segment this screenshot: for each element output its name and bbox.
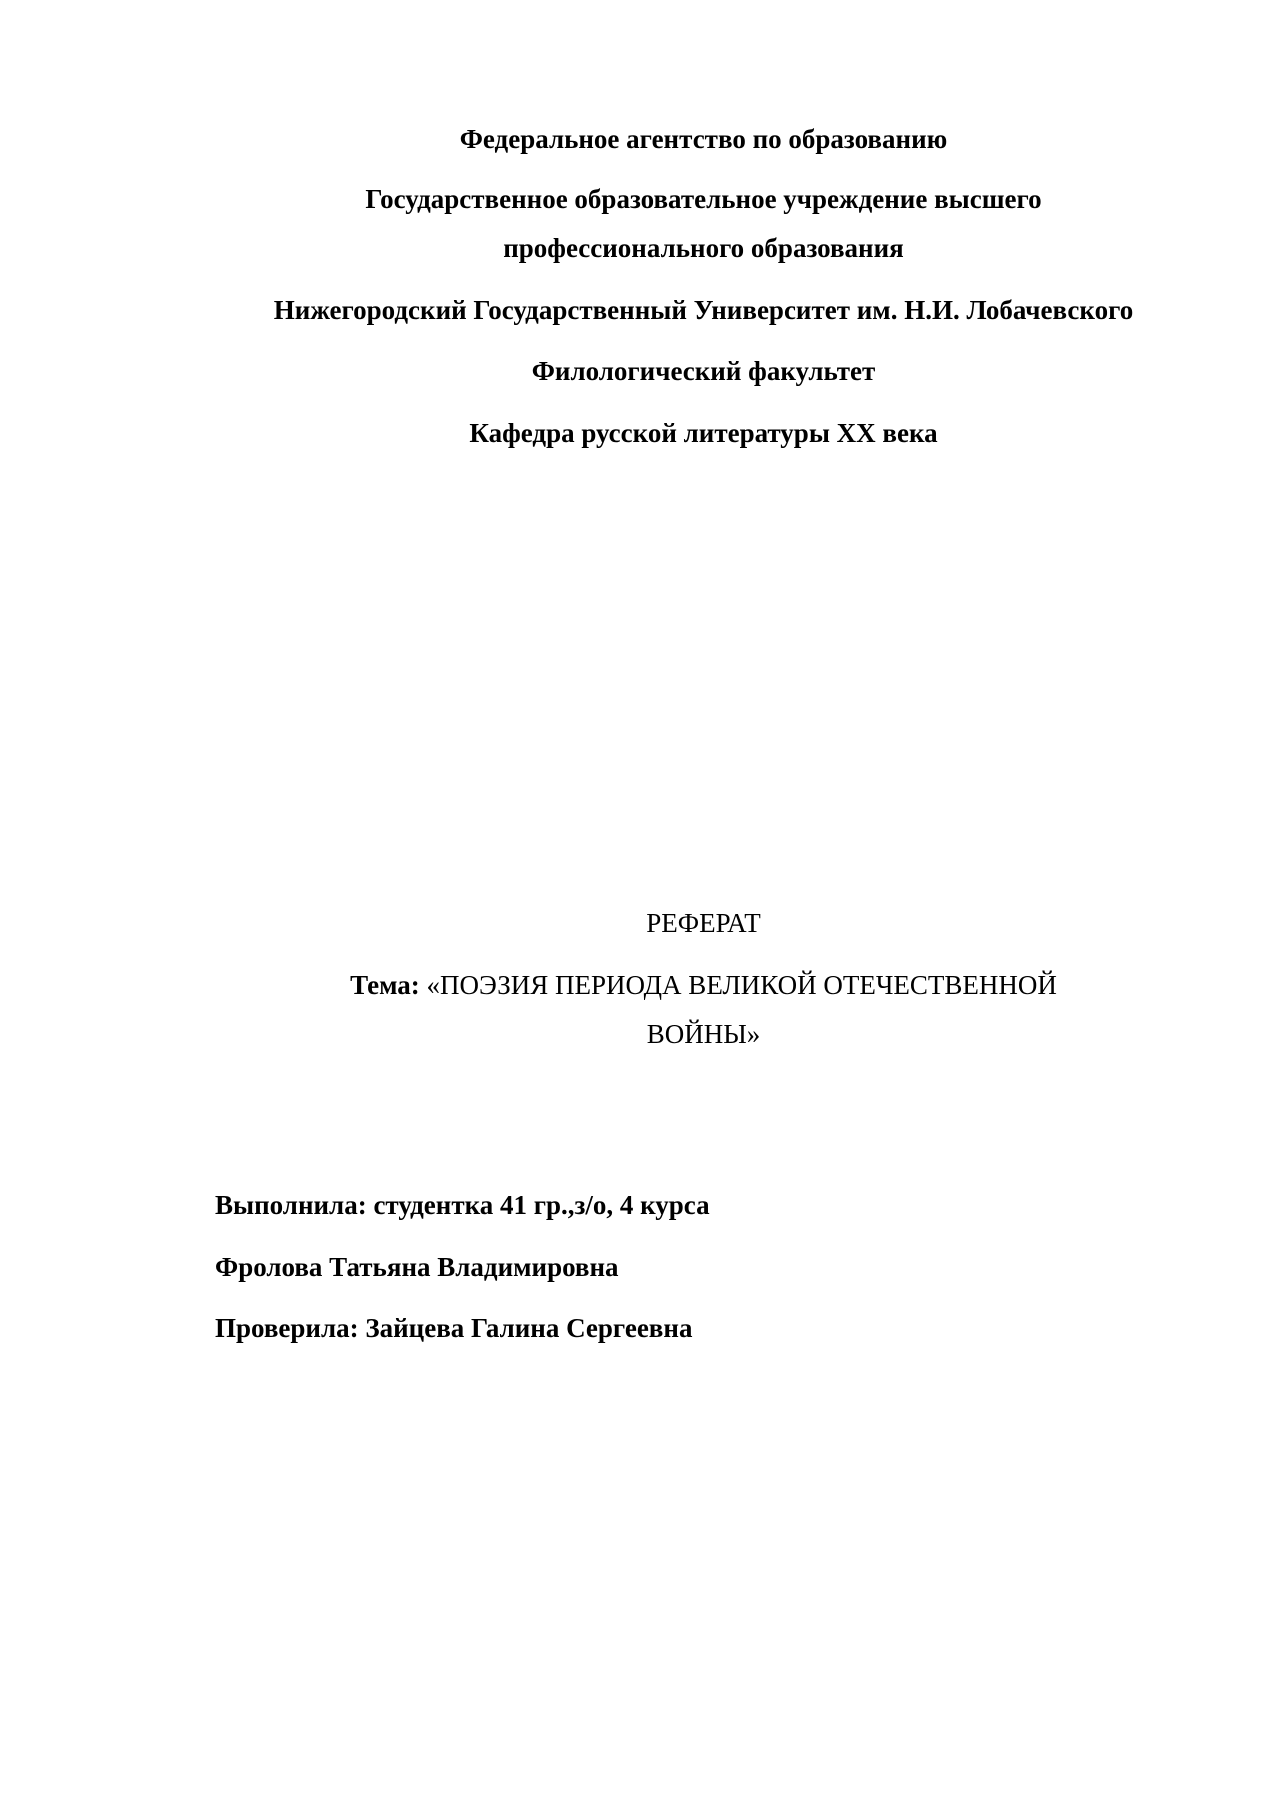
checked-by: Проверила: Зайцева Галина Сергеевна [215,1313,693,1343]
department-name: Кафедра русской литературы XX века [469,418,938,448]
agency-name: Федеральное агентство по образованию [459,124,948,154]
theme-line-2: ВОЙНЫ» [646,1019,761,1049]
institution-line-2: профессионального образования [503,233,904,263]
performed-by: Выполнила: студентка 41 гр.,з/о, 4 курса [215,1190,710,1220]
student-name: Фролова Татьяна Владимировна [215,1252,619,1282]
document-type: РЕФЕРАТ [646,908,761,938]
theme-label: Тема: [350,970,420,1000]
theme-line-1 [215,969,1192,1001]
institution-line-1: Государственное образовательное учреждение высшего [365,184,1042,214]
university-name: Нижегородский Государственный Университет им. Н.И. Лобачевского [273,295,1134,325]
theme-title-part-1: «ПОЭЗИЯ ПЕРИОДА ВЕЛИКОЙ ОТЕЧЕСТВЕННОЙ [426,970,1057,1000]
faculty-name: Филологический факультет [531,356,876,386]
